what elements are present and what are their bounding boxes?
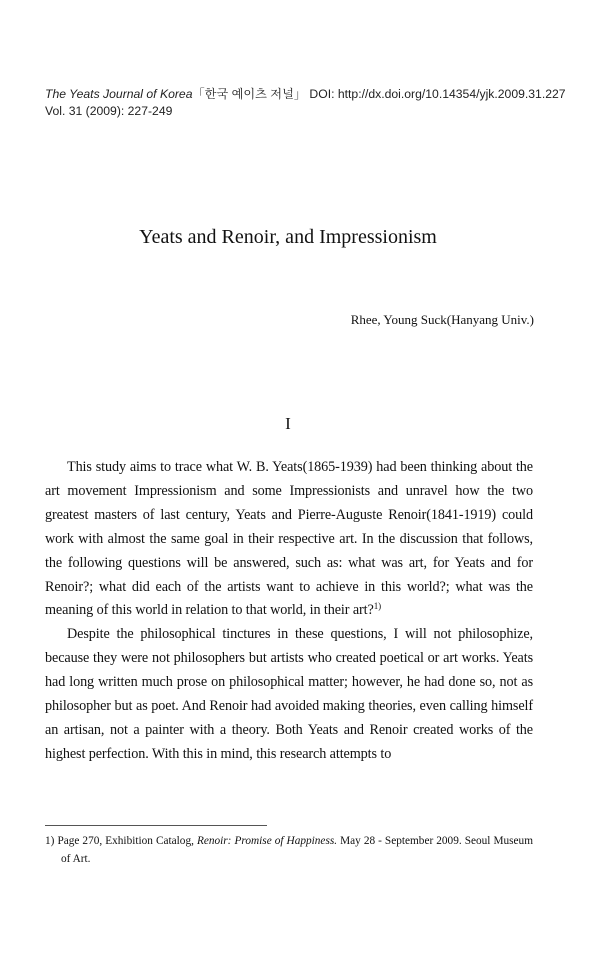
journal-citation-line — [45, 86, 565, 103]
footnote-divider — [45, 825, 267, 826]
section-heading: I — [285, 414, 291, 433]
body-paragraph — [45, 456, 533, 623]
volume-info: Vol. 31 (2009): 227-249 — [45, 104, 173, 118]
doi-link[interactable]: DOI: http://dx.doi.org/10.14354/yjk.2009.31.227 — [306, 87, 566, 101]
footnote-reference[interactable]: 1) — [373, 601, 382, 612]
journal-korean-name: 「한국 예이츠 저널」 — [192, 87, 307, 101]
footnote-text-end: May 28 - September 2009. Seoul Museum of Art. — [61, 835, 533, 865]
footnote — [45, 832, 533, 868]
footnote-number: 1) — [45, 835, 55, 847]
footnote-italic-title: Renoir: Promise of Happiness. — [196, 835, 338, 847]
author-affiliation: Rhee, Young Suck(Hanyang Univ.) — [350, 312, 534, 327]
journal-name: The Yeats Journal of Korea — [45, 87, 193, 101]
paragraph-text: Despite the philosophical tinctures in these questions, I will not philosophize, because they were not philosophers but artists who created poetical or art works. Yeats had long written much prose on philosophical matter; however, he had done so, not as philosopher but as poet. And Renoir had avoided making theories, even calling himself an artisan, not a painter with a theory. Both Yeats and Renoir created works of the highest perfection. With this in mind, this research attempts to — [45, 626, 533, 762]
paper-title: Yeats and Renoir, and Impressionism — [139, 226, 437, 248]
paragraph-text: This study aims to trace what W. B. Yeats(1865-1939) had been thinking about the art movement Impressionism and some Impressionists and unravel how the two greatest masters of last century, Yeats and Pierre-Auguste Renoir(1841-1919) could work with almost the same goal in their respective art. In the discussion that follows, the following questions will be answered, such as: what was art, for Yeats and for Renoir?; what did each of the artists want to achieve in this world?; what was the meaning of this world in relation to that world, in their art? — [45, 459, 533, 619]
footnote-text: Page 270, Exhibition Catalog, — [57, 835, 197, 847]
body-text — [45, 456, 533, 767]
body-paragraph — [45, 623, 533, 766]
journal-header — [45, 86, 565, 120]
